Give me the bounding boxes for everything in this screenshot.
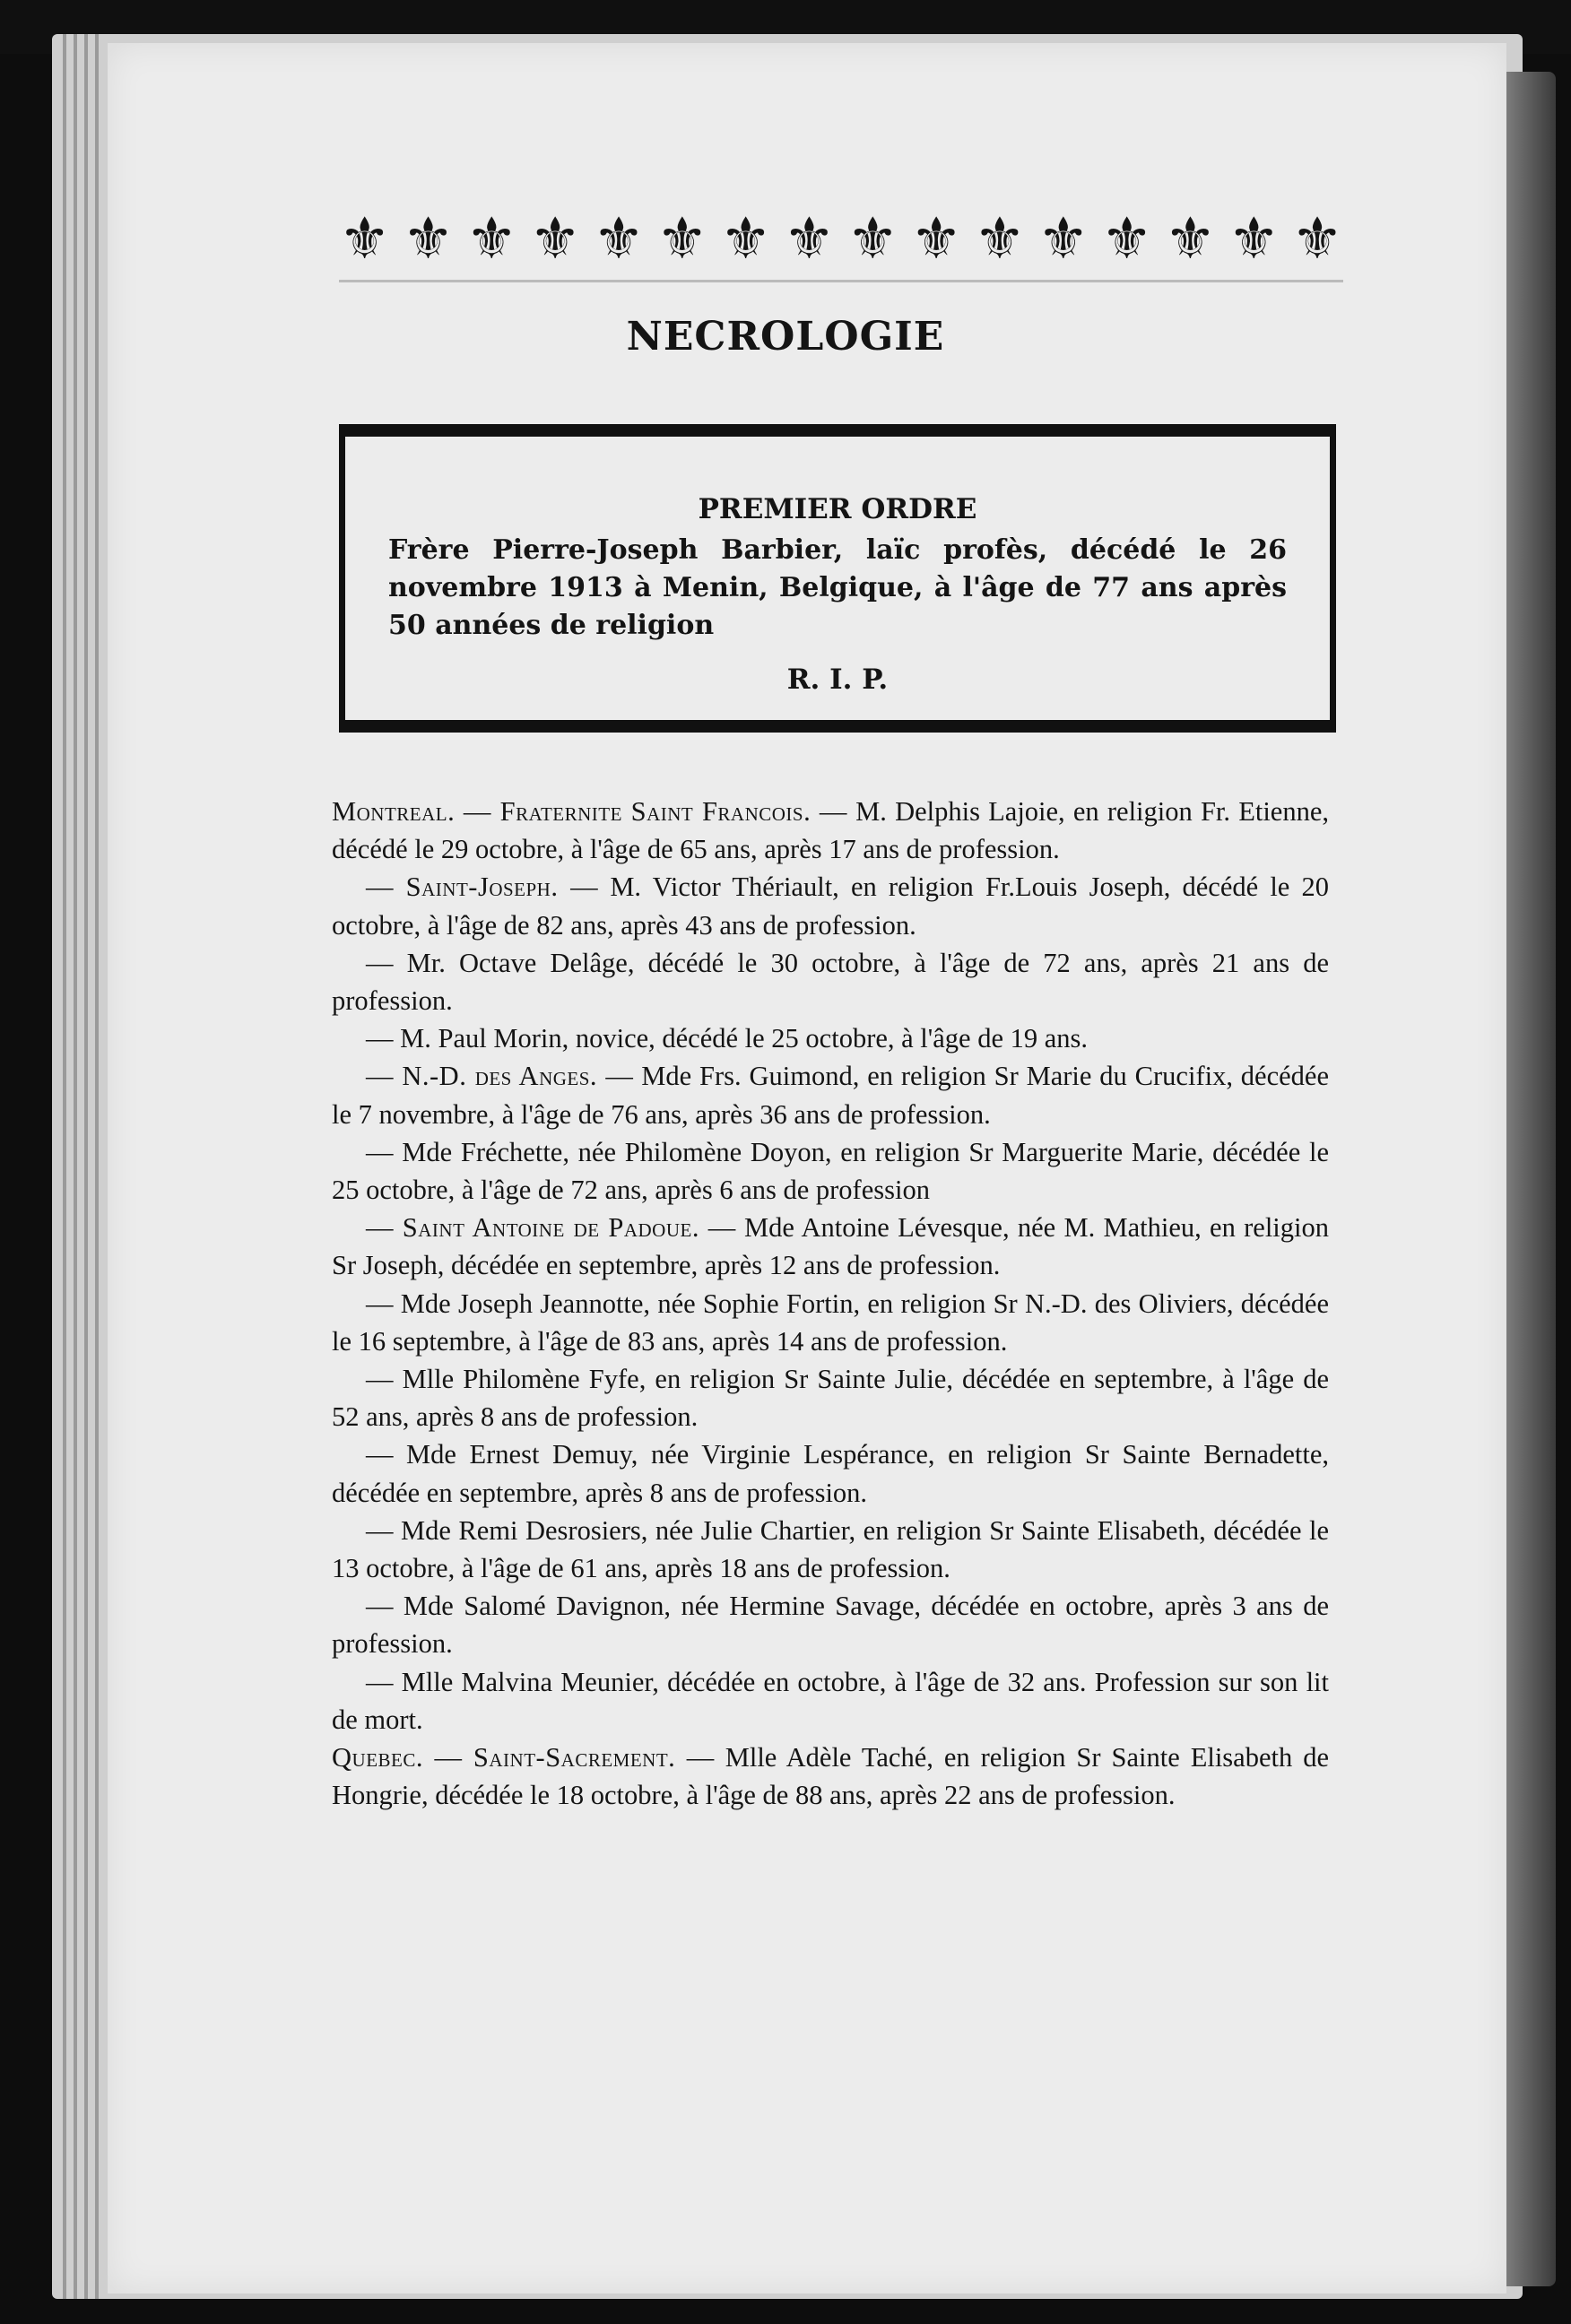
obituary-entry <box>332 1360 1329 1435</box>
obituary-entry <box>332 1512 1329 1587</box>
obituary-entry <box>332 1435 1329 1511</box>
fleur-de-lis-icon: ⚜ <box>402 206 455 273</box>
fleur-de-lis-icon: ⚜ <box>529 206 581 273</box>
fleur-de-lis-icon: ⚜ <box>1037 206 1089 273</box>
notice-rip: R. I. P. <box>786 663 889 696</box>
entry-location: Quebec. — Saint-Sacrement. — <box>332 1742 715 1773</box>
fleur-de-lis-icon: ⚜ <box>1291 206 1343 273</box>
fleur-de-lis-icon: ⚜ <box>465 206 518 273</box>
obituary-entry <box>332 944 1329 1019</box>
entry-text: — Mr. Octave Delâge, décédé le 30 octobre, à l'âge de 72 ans, après 21 ans de profession. <box>332 947 1329 1017</box>
entry-text: — M. Paul Morin, novice, décédé le 25 octobre, à l'âge de 19 ans. <box>366 1023 1089 1054</box>
notice-text: Frère Pierre-Joseph Barbier, laïc profès, décédé le 26 novembre 1913 à Menin, Belgique, à l'âge de 77 ans après 50 années de religion <box>388 534 1287 641</box>
obituary-entry <box>332 1209 1329 1284</box>
entry-text: — Mde Joseph Jeannotte, née Sophie Fortin, en religion Sr N.-D. des Oliviers, décédée le 16 septembre, à l'âge de 83 ans, après 14 ans de profession. <box>332 1288 1329 1357</box>
entry-text: — Mlle Malvina Meunier, décédée en octobre, à l'âge de 32 ans. Profession sur son lit de mort. <box>332 1666 1329 1735</box>
entry-location: — Saint Antoine de Padoue. — <box>366 1212 736 1244</box>
fleur-de-lis-icon: ⚜ <box>593 206 645 273</box>
fleur-de-lis-icon: ⚜ <box>974 206 1026 273</box>
fleur-de-lis-icon: ⚜ <box>910 206 962 273</box>
obituary-entry <box>332 868 1329 943</box>
fleur-de-lis-icon: ⚜ <box>339 206 391 273</box>
fleur-de-lis-icon: ⚜ <box>783 206 836 273</box>
page-heading: NECROLOGIE <box>626 314 945 360</box>
entry-location: Montreal. — Fraternite Saint Francois. — <box>332 796 847 827</box>
obituary-entry <box>332 1133 1329 1209</box>
entry-text: — Mlle Philomène Fyfe, en religion Sr Sainte Julie, décédée en septembre, à l'âge de 52 ans, après 8 ans de profession. <box>332 1364 1329 1433</box>
fleur-de-lis-ornament-band <box>339 199 1343 282</box>
fleur-de-lis-icon: ⚜ <box>656 206 708 273</box>
fleur-de-lis-icon: ⚜ <box>1228 206 1280 273</box>
obituary-entry <box>332 1285 1329 1360</box>
obituary-entry <box>332 1663 1329 1739</box>
entry-text: — Mde Fréchette, née Philomène Doyon, en religion Sr Marguerite Marie, décédée le 25 octobre, à l'âge de 72 ans, après 6 ans de profession <box>332 1136 1329 1206</box>
entry-text: M. Delphis Lajoie, en religion Fr. Etienne, décédé le 29 octobre, à l'âge de 65 ans, après 17 ans de profession. <box>332 796 1329 865</box>
entry-text: — Mde Remi Desrosiers, née Julie Chartier, en religion Sr Sainte Elisabeth, décédée le 13 octobre, à l'âge de 61 ans, après 18 ans de profession. <box>332 1514 1329 1584</box>
fleur-de-lis-icon: ⚜ <box>1164 206 1217 273</box>
entry-text: — Mde Salomé Davignon, née Hermine Savage, décédée en octobre, après 3 ans de profession. <box>332 1591 1329 1660</box>
entry-text: Mde Frs. Guimond, en religion Sr Marie du Crucifix, décédée le 7 novembre, à l'âge de 76 ans, après 36 ans de profession. <box>332 1061 1329 1130</box>
obituary-entries <box>332 793 1329 1814</box>
entry-location: — Saint-Joseph. — <box>366 872 599 903</box>
entry-text: M. Victor Thériault, en religion Fr.Louis Joseph, décédé le 20 octobre, à l'âge de 82 ans, après 43 ans de profession. <box>332 872 1329 941</box>
obituary-entry <box>332 793 1329 868</box>
entry-text: Mlle Adèle Taché, en religion Sr Sainte Elisabeth de Hongrie, décédée le 18 octobre, à l'âge de 88 ans, après 22 ans de profession. <box>332 1742 1329 1811</box>
obituary-entry <box>332 1057 1329 1132</box>
obituary-entry <box>332 1739 1329 1814</box>
fleur-de-lis-icon: ⚜ <box>846 206 898 273</box>
fleur-de-lis-icon: ⚜ <box>719 206 772 273</box>
entry-location: — N.-D. des Anges. — <box>366 1061 634 1092</box>
obituary-notice-box <box>339 424 1336 733</box>
obituary-entry <box>332 1587 1329 1662</box>
fleur-de-lis-icon: ⚜ <box>1100 206 1153 273</box>
obituary-entry <box>332 1019 1329 1057</box>
notice-title: PREMIER ORDRE <box>698 493 977 525</box>
entry-text: — Mde Ernest Demuy, née Virginie Lespérance, en religion Sr Sainte Bernadette, décédée en septembre, après 8 ans de profession. <box>332 1439 1329 1508</box>
entry-text: Mde Antoine Lévesque, née M. Mathieu, en religion Sr Joseph, décédée en septembre, après 12 ans de profession. <box>332 1212 1329 1281</box>
